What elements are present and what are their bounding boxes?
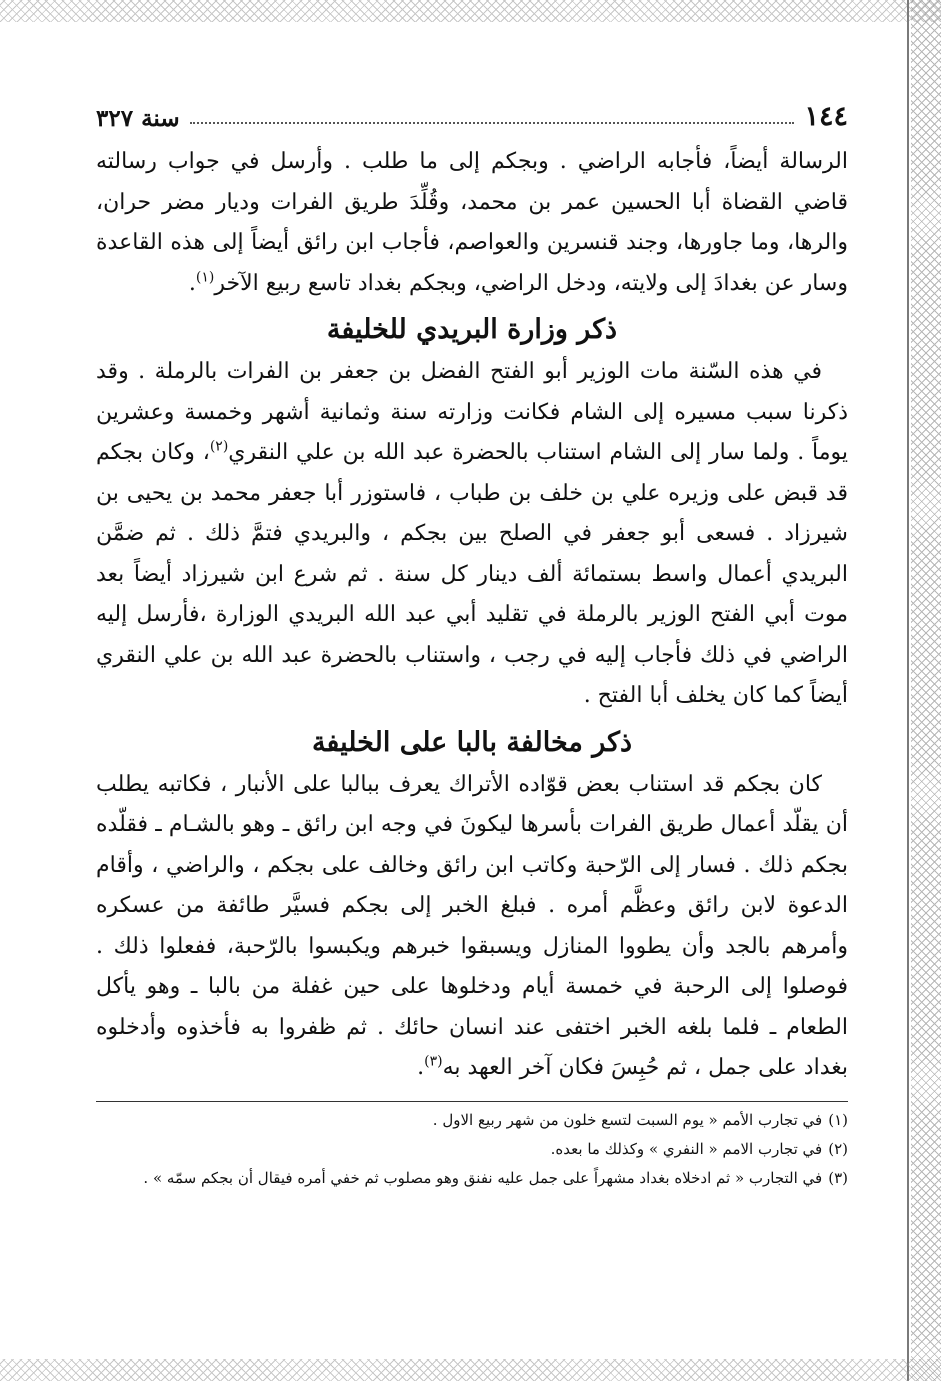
border-rule xyxy=(907,0,909,1381)
footnote-number: (٢) xyxy=(828,1139,848,1158)
footnote-number: (٣) xyxy=(828,1168,848,1187)
decorative-border-bottom xyxy=(0,1359,941,1381)
page-header xyxy=(96,96,848,132)
footnote-reference: (١) xyxy=(195,269,215,286)
footnote-item xyxy=(96,1135,848,1164)
footnote-number: (١) xyxy=(828,1110,848,1129)
paragraph-text: كان بجكم قد استناب بعض قوّاده الأتراك يعرف ببالبا على الأنبار ، فكاتبه يطلب أن يقلّد أعمال طريق الفرات بأسرها ليكونَ في وجه ابن رائق ـ وهو بالشـام ـ فقلّده بجكم ذلك . فسار إلى الرّحبة وكاتب ابن رائق وخالف على بجكم ، والراضي ، وأقام الدعوة لابن رائق وعظَّم أمره . فبلغ الخبر إلى بجكم فسيَّر طائفة من عسكره وأمرهم بالجد وأن يطووا المنازل ويسبقوا خبرهم ويكبسوا بالرّحبة، ففعلوا ذلك . فوصلوا إلى الرحبة في خمسة أيام ودخلوها على حين غفلة من بالبا ـ وهو يأكل الطعام ـ فلما بلغه الخبر اختفى عند انسان حائك . ثم ظفروا به فأخذوه وأدخلوه بغداد على جمل ، ثم حُبِسَ فكان آخر العهد به xyxy=(96,771,848,1080)
paragraph-end: . xyxy=(417,1055,425,1080)
paragraph-text-continued: ، وكان بجكم قد قبض على وزيره علي بن خلف بن طباب ، فاستوزر أبا جعفر محمد بن يحيى بن شيرزاد . فسعى أبو جعفر في الصلح بين بجكم ، والبريدي فتمَّ ذلك . ثم ضمَّن البريدي أعمال واسط بستمائة ألف دينار كل سنة . ثم شرع ابن شيرزاد أيضاً بعد موت أبي الفتح الوزير بالرملة في تقليد أبي عبد الله البريدي الوزارة ،فأرسل إليه الراضي في ذلك فأجاب إليه في رجب ، واستناب بالحضرة عبد الله بن علي النقري أيضاً كما كان يخلف أبا الفتح . xyxy=(96,440,848,708)
paragraph-text: في هذه السّنة مات الوزير أبو الفتح الفضل بن جعفر بن الفرات بالرملة . وقد ذكرنا سبب مسيره إلى الشام فكانت وزارته سنة وثمانية أشهر وخمسة وعشرين يوماً . ولما سار إلى الشام استناب بالحضرة عبد الله بن علي النقري xyxy=(96,359,848,465)
book-page xyxy=(96,96,848,1193)
header-dotted-leader xyxy=(190,122,795,124)
section-2-paragraph xyxy=(96,765,848,1089)
footnote-reference: (٢) xyxy=(209,438,229,455)
paragraph-end: . xyxy=(188,270,196,296)
running-head: سنة ٣٢٧ xyxy=(96,105,180,132)
decorative-border-right xyxy=(911,0,941,1381)
paragraph-text: الرسالة أيضاً، فأجابه الراضي . وبجكم إلى ما طلب . وأرسل في جواب رسالته قاضي القضاة أبا الحسين عمر بن محمد، وقُلِّدَ طريق الفرات وديار مضر حران، والرها، وما جاورها، وجند قنسرين والعواصم، فأجاب ابن رائق أيضاً إلى هذه القاعدة وسار عن بغدادَ إلى ولايته، ودخل الراضي، وبجكم بغداد تاسع ربيع الآخر xyxy=(96,149,848,296)
footnote-text: في التجارب « ثم ادخلاه بغداد مشهراً على جمل عليه نفنق وهو مصلوب ثم خفي أمره فيقال أن بجكم سمّه » . xyxy=(143,1168,823,1187)
decorative-border-top xyxy=(0,0,941,22)
footnote-separator xyxy=(96,1101,848,1102)
footnote-reference: (٣) xyxy=(424,1053,443,1070)
section-heading-2: ذكر مخالفة بالبا على الخليفة xyxy=(311,726,633,758)
footnotes-list xyxy=(96,1106,848,1193)
footnote-text: في تجارب الأمم « يوم السبت لتسع خلون من شهر ربيع الاول . xyxy=(432,1110,823,1129)
section-heading-1: ذكر وزارة البريدي للخليفة xyxy=(326,314,618,345)
section-1-paragraph xyxy=(96,352,848,717)
footnote-item xyxy=(96,1164,848,1193)
footnote-item xyxy=(96,1106,848,1135)
intro-paragraph xyxy=(96,142,848,304)
page-number: ١٤٤ xyxy=(804,101,848,132)
footnote-text: في تجارب الامم « النفري » وكذلك ما بعده. xyxy=(550,1139,823,1158)
